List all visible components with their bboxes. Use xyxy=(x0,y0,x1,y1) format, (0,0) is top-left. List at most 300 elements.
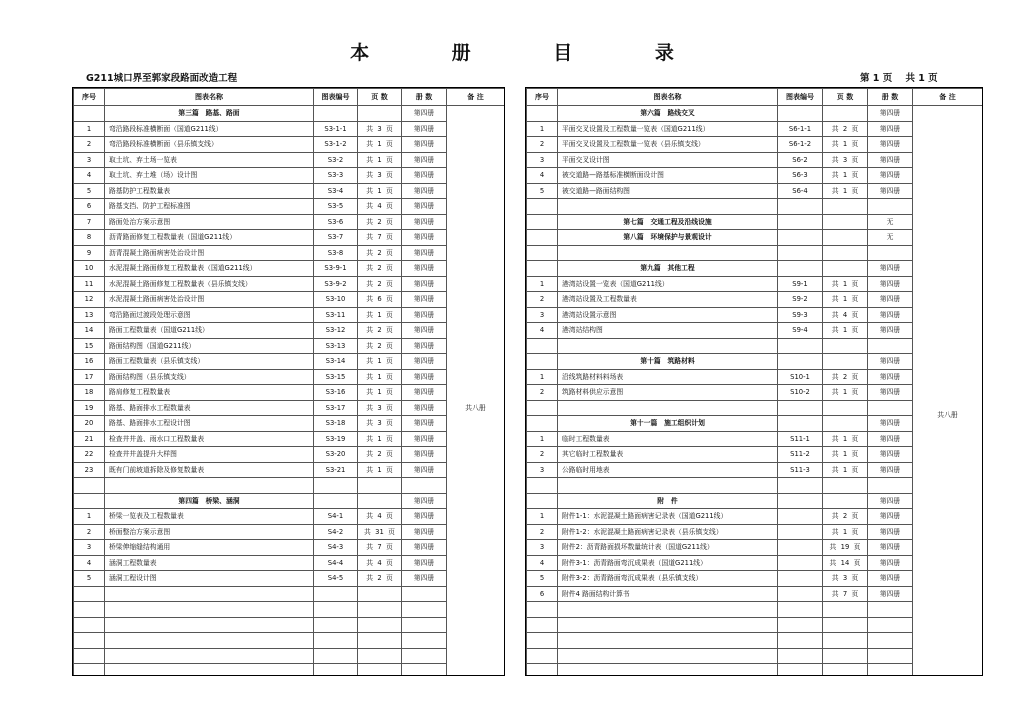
row-volume xyxy=(868,400,913,416)
row-pages: 共 1 页 xyxy=(358,385,402,401)
table-row xyxy=(74,354,505,370)
row-volume: 第四册 xyxy=(868,354,913,370)
row-volume: 第四册 xyxy=(402,493,447,509)
row-code xyxy=(778,338,823,354)
row-name: 沥青路面修复工程数量表（国道G211线） xyxy=(105,230,314,246)
row-volume: 无 xyxy=(868,214,913,230)
table-row xyxy=(74,261,505,277)
section-title: 第四篇 桥梁、涵洞 xyxy=(105,493,314,509)
row-number xyxy=(527,633,558,649)
row-pages: 共 1 页 xyxy=(823,276,868,292)
blank-row xyxy=(74,586,505,602)
row-number xyxy=(527,648,558,664)
row-number: 10 xyxy=(74,261,105,277)
page-title: 本 册 目 录 xyxy=(350,42,712,64)
row-code xyxy=(778,400,823,416)
row-pages xyxy=(823,354,868,370)
row-number: 2 xyxy=(527,292,558,308)
row-name: 港湾站设置一览表（国道G211线） xyxy=(558,276,778,292)
col-header-pages: 页 数 xyxy=(358,89,402,106)
row-code xyxy=(778,509,823,525)
row-code: S3-19 xyxy=(314,431,358,447)
row-code xyxy=(778,664,823,677)
table-row xyxy=(74,524,505,540)
row-pages: 共 1 页 xyxy=(358,462,402,478)
row-name: 路基防护工程数量表 xyxy=(105,183,314,199)
row-volume: 第四册 xyxy=(868,292,913,308)
row-code: S3-5 xyxy=(314,199,358,215)
row-pages xyxy=(823,214,868,230)
row-number: 16 xyxy=(74,354,105,370)
row-volume xyxy=(868,664,913,677)
table-row xyxy=(74,431,505,447)
table-row xyxy=(74,416,505,432)
row-volume: 第四册 xyxy=(402,338,447,354)
row-name: 路面结构图（县乐镇支线） xyxy=(105,369,314,385)
row-code xyxy=(314,633,358,649)
row-name: 桥梁一览表及工程数量表 xyxy=(105,509,314,525)
row-volume: 第四册 xyxy=(402,323,447,339)
row-pages xyxy=(358,648,402,664)
row-name xyxy=(558,664,778,677)
table-row xyxy=(74,121,505,137)
project-name: G211城口界至郭家段路面改造工程 xyxy=(86,73,238,84)
row-pages: 共 2 页 xyxy=(358,338,402,354)
row-number: 2 xyxy=(527,447,558,463)
row-number xyxy=(527,493,558,509)
row-pages: 共 4 页 xyxy=(358,199,402,215)
row-name xyxy=(105,586,314,602)
row-number: 15 xyxy=(74,338,105,354)
row-number xyxy=(74,664,105,677)
row-name: 弯沿路段标准横断面（县乐镇支线） xyxy=(105,137,314,153)
row-name: 取土坑、弃土场一览表 xyxy=(105,152,314,168)
row-pages: 共 3 页 xyxy=(823,152,868,168)
row-number: 3 xyxy=(74,152,105,168)
row-number xyxy=(527,106,558,122)
blank-row xyxy=(74,478,505,494)
row-pages xyxy=(823,245,868,261)
row-name: 路肩修复工程数量表 xyxy=(105,385,314,401)
row-code xyxy=(314,648,358,664)
table-row xyxy=(74,509,505,525)
row-code xyxy=(314,602,358,618)
row-number xyxy=(527,261,558,277)
row-code: S9-4 xyxy=(778,323,823,339)
row-volume: 第四册 xyxy=(868,540,913,556)
row-number xyxy=(74,106,105,122)
col-header-no: 序号 xyxy=(74,89,105,106)
row-name: 涵洞工程数量表 xyxy=(105,555,314,571)
row-code: S6-2 xyxy=(778,152,823,168)
row-code xyxy=(778,586,823,602)
row-code: S3-14 xyxy=(314,354,358,370)
row-name: 涵洞工程设计图 xyxy=(105,571,314,587)
row-volume xyxy=(868,602,913,618)
row-pages xyxy=(823,230,868,246)
row-name xyxy=(558,245,778,261)
section-title: 第六篇 路线交叉 xyxy=(558,106,778,122)
row-number xyxy=(527,617,558,633)
row-volume: 第四册 xyxy=(402,400,447,416)
table-row xyxy=(74,555,505,571)
row-name xyxy=(558,633,778,649)
row-volume: 第四册 xyxy=(402,245,447,261)
row-pages: 共 1 页 xyxy=(358,183,402,199)
row-pages xyxy=(358,478,402,494)
table-row xyxy=(74,462,505,478)
row-code: S6-1-2 xyxy=(778,137,823,153)
row-pages xyxy=(358,106,402,122)
table-row xyxy=(74,323,505,339)
row-name: 路面工程数量表（国道G211线） xyxy=(105,323,314,339)
row-code: S3-9-2 xyxy=(314,276,358,292)
row-code: S10-1 xyxy=(778,369,823,385)
row-code: S3-6 xyxy=(314,214,358,230)
row-number xyxy=(74,586,105,602)
row-volume xyxy=(402,633,447,649)
row-code xyxy=(778,493,823,509)
col-header-no: 序号 xyxy=(527,89,558,106)
row-name: 平面交叉设计图 xyxy=(558,152,778,168)
row-pages: 共 2 页 xyxy=(823,369,868,385)
row-volume: 第四册 xyxy=(868,168,913,184)
row-number xyxy=(527,354,558,370)
row-pages xyxy=(358,617,402,633)
row-number xyxy=(74,648,105,664)
row-pages: 共 6 页 xyxy=(358,292,402,308)
row-pages: 共 4 页 xyxy=(358,555,402,571)
table-row xyxy=(74,385,505,401)
row-volume xyxy=(868,478,913,494)
row-code: S11-1 xyxy=(778,431,823,447)
row-pages: 共 7 页 xyxy=(358,230,402,246)
row-code xyxy=(778,106,823,122)
row-code xyxy=(778,633,823,649)
row-volume: 第四册 xyxy=(868,385,913,401)
row-volume xyxy=(868,617,913,633)
row-code: S3-17 xyxy=(314,400,358,416)
row-pages xyxy=(823,106,868,122)
row-number: 2 xyxy=(527,137,558,153)
row-name: 港湾站设置示意图 xyxy=(558,307,778,323)
row-pages: 共 1 页 xyxy=(358,137,402,153)
row-pages: 共 2 页 xyxy=(358,447,402,463)
row-number: 2 xyxy=(527,385,558,401)
row-pages: 共 1 页 xyxy=(823,292,868,308)
row-pages xyxy=(358,586,402,602)
row-code: S4-4 xyxy=(314,555,358,571)
row-code xyxy=(778,648,823,664)
row-pages xyxy=(823,338,868,354)
row-volume: 第四册 xyxy=(402,431,447,447)
row-pages: 共 1 页 xyxy=(358,152,402,168)
row-volume: 第四册 xyxy=(868,183,913,199)
right-table-body xyxy=(527,106,983,677)
row-volume: 第四册 xyxy=(402,462,447,478)
row-code xyxy=(778,617,823,633)
row-name: 弯沿路段标准横断面（国道G211线） xyxy=(105,121,314,137)
table-row xyxy=(74,245,505,261)
blank-row xyxy=(74,648,505,664)
row-number: 1 xyxy=(527,369,558,385)
row-volume xyxy=(868,633,913,649)
row-code: S3-13 xyxy=(314,338,358,354)
row-volume xyxy=(402,478,447,494)
row-number: 17 xyxy=(74,369,105,385)
row-number: 22 xyxy=(74,447,105,463)
row-volume xyxy=(868,648,913,664)
section-title: 第十一篇 施工组织计划 xyxy=(558,416,778,432)
row-volume: 第四册 xyxy=(868,106,913,122)
row-number: 1 xyxy=(74,121,105,137)
row-number: 1 xyxy=(74,509,105,525)
row-number: 4 xyxy=(74,168,105,184)
row-volume: 第四册 xyxy=(402,509,447,525)
row-number xyxy=(527,199,558,215)
volume-note: 共八册 xyxy=(913,106,983,677)
row-pages xyxy=(823,633,868,649)
col-header-note: 备 注 xyxy=(913,89,983,106)
row-code: S3-10 xyxy=(314,292,358,308)
row-code xyxy=(778,199,823,215)
row-name: 附件3-1：沥青路面弯沉成果表（国道G211线） xyxy=(558,555,778,571)
row-volume xyxy=(402,602,447,618)
col-header-pages: 页 数 xyxy=(823,89,868,106)
row-pages: 共 1 页 xyxy=(823,137,868,153)
row-code: S11-3 xyxy=(778,462,823,478)
col-header-name: 图表名称 xyxy=(105,89,314,106)
row-name: 既有门前坡道拆除及修复数量表 xyxy=(105,462,314,478)
section-title: 第十篇 筑路材料 xyxy=(558,354,778,370)
row-code: S9-3 xyxy=(778,307,823,323)
row-name: 附件1-2：水泥混凝土路面病害记录表（县乐镇支线） xyxy=(558,524,778,540)
row-pages: 共 2 页 xyxy=(358,245,402,261)
row-name: 水泥混凝土路面修复工程数量表（县乐镇支线） xyxy=(105,276,314,292)
table-row xyxy=(74,183,505,199)
row-volume xyxy=(402,586,447,602)
row-volume: 第四册 xyxy=(402,106,447,122)
row-number: 5 xyxy=(527,571,558,587)
row-volume: 第四册 xyxy=(402,214,447,230)
table-row xyxy=(74,152,505,168)
row-name xyxy=(558,338,778,354)
col-header-volume: 册 数 xyxy=(402,89,447,106)
row-pages: 共 1 页 xyxy=(823,323,868,339)
row-volume: 第四册 xyxy=(402,354,447,370)
page-count: 第 1 页 共 1 页 xyxy=(860,73,938,84)
row-volume: 无 xyxy=(868,230,913,246)
row-pages xyxy=(823,400,868,416)
row-code: S3-3 xyxy=(314,168,358,184)
row-code xyxy=(778,230,823,246)
row-volume: 第四册 xyxy=(402,137,447,153)
row-number xyxy=(527,664,558,677)
row-number: 3 xyxy=(527,462,558,478)
row-pages: 共 1 页 xyxy=(823,183,868,199)
row-number: 2 xyxy=(74,137,105,153)
row-name: 路面处治方案示意图 xyxy=(105,214,314,230)
row-volume: 第四册 xyxy=(868,307,913,323)
row-volume: 第四册 xyxy=(402,540,447,556)
row-name: 筑路材料供应示意图 xyxy=(558,385,778,401)
blank-row xyxy=(74,633,505,649)
row-pages: 共 7 页 xyxy=(823,586,868,602)
table-row xyxy=(74,540,505,556)
row-volume: 第四册 xyxy=(868,276,913,292)
left-contents-table xyxy=(72,87,505,676)
row-pages: 共 1 页 xyxy=(358,431,402,447)
row-name: 沥青混凝土路面病害处治设计图 xyxy=(105,245,314,261)
row-code xyxy=(314,617,358,633)
row-code xyxy=(778,416,823,432)
row-code xyxy=(778,354,823,370)
col-header-name: 图表名称 xyxy=(558,89,778,106)
row-code: S3-4 xyxy=(314,183,358,199)
row-name: 临时工程数量表 xyxy=(558,431,778,447)
row-code: S3-21 xyxy=(314,462,358,478)
row-code xyxy=(778,555,823,571)
row-name: 被交道路—路基标准横断面设计图 xyxy=(558,168,778,184)
row-name: 路基、路面排水工程设计图 xyxy=(105,416,314,432)
row-pages: 共 1 页 xyxy=(823,385,868,401)
table-row xyxy=(74,292,505,308)
row-name xyxy=(558,199,778,215)
volume-note: 共八册 xyxy=(447,106,505,677)
row-number xyxy=(527,478,558,494)
row-code: S4-2 xyxy=(314,524,358,540)
row-pages: 共 2 页 xyxy=(358,323,402,339)
row-pages: 共 1 页 xyxy=(823,168,868,184)
row-pages xyxy=(823,648,868,664)
row-code: S9-2 xyxy=(778,292,823,308)
row-volume: 第四册 xyxy=(402,168,447,184)
row-code: S3-15 xyxy=(314,369,358,385)
section-row xyxy=(74,493,505,509)
row-number xyxy=(74,617,105,633)
row-pages: 共 19 页 xyxy=(823,540,868,556)
row-pages xyxy=(358,493,402,509)
row-number: 9 xyxy=(74,245,105,261)
row-number: 5 xyxy=(74,571,105,587)
row-name: 平面交叉设置及工程数量一览表（国道G211线） xyxy=(558,121,778,137)
section-title: 第九篇 其他工程 xyxy=(558,261,778,277)
row-code: S11-2 xyxy=(778,447,823,463)
row-volume: 第四册 xyxy=(402,276,447,292)
row-number: 1 xyxy=(527,431,558,447)
row-volume xyxy=(868,245,913,261)
row-number: 8 xyxy=(74,230,105,246)
row-name: 附件3-2：沥青路面弯沉成果表（县乐镇支线） xyxy=(558,571,778,587)
row-volume: 第四册 xyxy=(402,447,447,463)
row-name: 路面结构图（国道G211线） xyxy=(105,338,314,354)
row-code: S3-20 xyxy=(314,447,358,463)
table-row xyxy=(74,307,505,323)
row-pages: 共 3 页 xyxy=(358,400,402,416)
row-number xyxy=(74,493,105,509)
row-number: 4 xyxy=(74,555,105,571)
row-name: 水泥混凝土路面病害处治设计图 xyxy=(105,292,314,308)
row-name: 被交道路—路面结构图 xyxy=(558,183,778,199)
row-number xyxy=(74,633,105,649)
section-row xyxy=(527,106,983,122)
row-volume: 第四册 xyxy=(402,199,447,215)
row-code: S3-2 xyxy=(314,152,358,168)
row-volume: 第四册 xyxy=(868,493,913,509)
row-name: 桥梁伸缩缝结构通用 xyxy=(105,540,314,556)
row-code xyxy=(778,478,823,494)
section-row xyxy=(74,106,505,122)
row-code xyxy=(314,478,358,494)
row-name: 附件1-1：水泥混凝土路面病害记录表（国道G211线） xyxy=(558,509,778,525)
row-number: 3 xyxy=(74,540,105,556)
row-pages xyxy=(823,602,868,618)
row-pages: 共 31 页 xyxy=(358,524,402,540)
row-name xyxy=(558,617,778,633)
row-name: 附件4 路面结构计算书 xyxy=(558,586,778,602)
row-number: 4 xyxy=(527,168,558,184)
blank-row xyxy=(74,602,505,618)
section-title: 第七篇 交通工程及沿线设施 xyxy=(558,214,778,230)
row-code: S9-1 xyxy=(778,276,823,292)
row-volume: 第四册 xyxy=(868,369,913,385)
row-volume: 第四册 xyxy=(402,183,447,199)
row-number xyxy=(74,602,105,618)
row-number: 5 xyxy=(527,183,558,199)
row-volume: 第四册 xyxy=(868,137,913,153)
row-volume: 第四册 xyxy=(868,416,913,432)
row-number: 1 xyxy=(527,509,558,525)
row-code: S4-1 xyxy=(314,509,358,525)
row-pages xyxy=(358,633,402,649)
row-name: 平面交叉设置及工程数量一览表（县乐镇支线） xyxy=(558,137,778,153)
row-volume: 第四册 xyxy=(402,571,447,587)
row-pages: 共 4 页 xyxy=(358,509,402,525)
row-volume: 第四册 xyxy=(402,307,447,323)
row-name xyxy=(558,648,778,664)
row-pages: 共 2 页 xyxy=(823,509,868,525)
row-code xyxy=(778,571,823,587)
row-code: S3-1-2 xyxy=(314,137,358,153)
row-volume xyxy=(868,338,913,354)
row-number: 5 xyxy=(74,183,105,199)
col-header-code: 图表编号 xyxy=(314,89,358,106)
table-header-row xyxy=(527,89,983,106)
row-pages: 共 14 页 xyxy=(823,555,868,571)
row-code xyxy=(778,245,823,261)
row-code: S3-7 xyxy=(314,230,358,246)
row-pages: 共 3 页 xyxy=(358,168,402,184)
row-volume: 第四册 xyxy=(402,261,447,277)
table-row xyxy=(74,137,505,153)
row-volume: 第四册 xyxy=(402,369,447,385)
row-pages: 共 1 页 xyxy=(823,524,868,540)
row-number: 1 xyxy=(527,276,558,292)
row-pages: 共 3 页 xyxy=(823,571,868,587)
row-name xyxy=(558,400,778,416)
row-code: S6-1-1 xyxy=(778,121,823,137)
row-code: S4-5 xyxy=(314,571,358,587)
row-name: 检查井井盖提升大样图 xyxy=(105,447,314,463)
row-code xyxy=(314,664,358,677)
row-pages: 共 1 页 xyxy=(823,462,868,478)
table-row xyxy=(74,447,505,463)
row-number: 14 xyxy=(74,323,105,339)
row-pages: 共 3 页 xyxy=(358,416,402,432)
row-code xyxy=(314,586,358,602)
row-number: 2 xyxy=(527,524,558,540)
row-number: 2 xyxy=(74,524,105,540)
